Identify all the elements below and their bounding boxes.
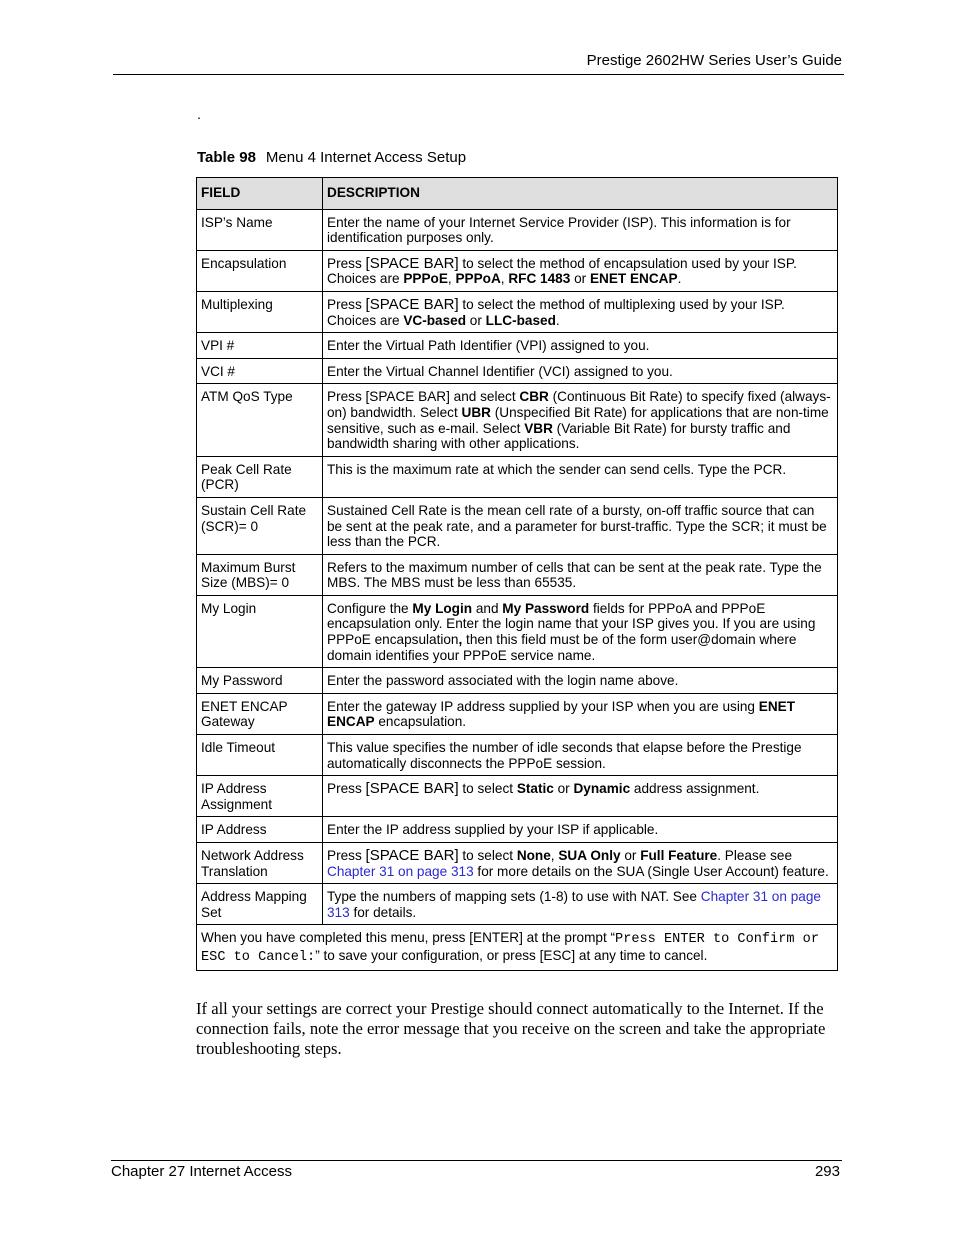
field-description: [323, 776, 838, 817]
desc-bold: RFC 1483: [508, 271, 571, 287]
desc-bold: PPPoA: [455, 271, 501, 287]
field-description: [323, 291, 838, 332]
desc-text: ,: [447, 271, 456, 287]
header-title: Prestige 2602HW Series User’s Guide: [586, 52, 842, 69]
prompt-text: Press ENTER to Confirm or ESC to Cancel:: [201, 932, 819, 965]
desc-bold: ENET ENCAP: [589, 271, 678, 287]
table-caption: [197, 149, 466, 166]
table-row: [197, 358, 838, 384]
field-description: [323, 668, 838, 694]
field-name: My Login: [197, 595, 323, 667]
table-footer-row: [197, 925, 838, 970]
table-row: [197, 693, 838, 734]
field-name: VCI #: [197, 358, 323, 384]
desc-text: Enter the name of your Internet Service Provider (ISP). This information is for identification purposes only.: [327, 214, 791, 246]
table-footer-note: [197, 925, 838, 970]
table-caption-label: Table 98: [197, 149, 256, 166]
footer-page-number: 293: [814, 1163, 840, 1180]
desc-text: Sustained Cell Rate is the mean cell rate of a bursty, on-off traffic source that can be sent at the peak rate, and a parameter for burst-traffic. Type the SCR; it must be less than the PCR.: [327, 502, 827, 550]
key-text: [SPACE BAR]: [365, 295, 459, 313]
field-name: Address Mapping Set: [197, 884, 323, 925]
desc-text: or: [570, 271, 590, 287]
chapter-link[interactable]: Chapter 31 on page 313: [327, 889, 821, 920]
desc-bold: My Password: [502, 600, 590, 616]
desc-text: (Unspecified Bit Rate) for applications that are non-time sensitive, such as e-mail. Select: [327, 404, 829, 436]
field-description: [323, 384, 838, 456]
desc-text: Enter the gateway IP address supplied by your ISP when you are using: [327, 698, 759, 714]
desc-bold: PPPoE: [403, 271, 448, 287]
field-name: Sustain Cell Rate (SCR)= 0: [197, 497, 323, 554]
stray-mark: .: [197, 106, 201, 122]
field-name: Maximum Burst Size (MBS)= 0: [197, 554, 323, 595]
desc-text: . Please see: [717, 848, 793, 863]
desc-bold: My Login: [412, 600, 473, 616]
settings-table: [196, 177, 838, 971]
field-description: [323, 817, 838, 843]
desc-text: encapsulation.: [374, 714, 467, 730]
field-description: [323, 250, 838, 291]
desc-text: to select the method of multiplexing used by your ISP. Choices are: [327, 296, 785, 328]
field-description: [323, 497, 838, 554]
desc-text: Refers to the maximum number of cells that can be sent at the peak rate. Type the MBS. The MBS must be less than 65535.: [327, 559, 822, 591]
desc-text: or: [466, 312, 486, 328]
desc-bold: None: [516, 848, 551, 863]
desc-text: or: [620, 848, 641, 863]
field-name: My Password: [197, 668, 323, 694]
desc-text: (Continuous Bit Rate) to specify fixed (always-on) bandwidth. Select: [327, 389, 831, 420]
desc-text: Enter the Virtual Path Identifier (VPI) assigned to you.: [327, 338, 650, 354]
field-name: IP Address: [197, 817, 323, 843]
field-name: Network Address Translation: [197, 843, 323, 884]
page-header: [113, 50, 844, 75]
desc-text: to select the method of encapsulation used by your ISP. Choices are: [327, 255, 797, 287]
table-row: [197, 843, 838, 884]
desc-text: Enter the password associated with the login name above.: [327, 673, 679, 689]
note-text: When you have completed this menu, press [ENTER] at the prompt “: [201, 930, 616, 946]
desc-text: ,: [550, 848, 559, 863]
desc-text: ,: [500, 271, 509, 287]
desc-text: .: [677, 271, 682, 287]
desc-text: for details.: [349, 904, 417, 920]
table-row: [197, 384, 838, 456]
desc-bold: Full Feature: [640, 848, 718, 863]
desc-text: fields for PPPoA and PPPoE encapsulation only. Enter the login name that your ISP gives you. If you are using PPPoE encapsulation: [327, 600, 816, 648]
table-row: [197, 884, 838, 925]
field-description: [323, 843, 838, 884]
desc-bold: ENET ENCAP: [327, 698, 796, 730]
key-text: [SPACE BAR]: [365, 254, 459, 272]
field-description: [323, 333, 838, 359]
desc-text: then this field must be of the form user@domain where domain identifies your PPPoE service name.: [327, 632, 797, 663]
table-row: [197, 735, 838, 776]
table-row: [197, 554, 838, 595]
field-description: [323, 693, 838, 734]
desc-text: Type the numbers of mapping sets (1-8) to use with NAT. See: [327, 889, 701, 905]
desc-bold: VC-based: [403, 312, 467, 328]
table-row: [197, 595, 838, 667]
desc-text: .: [555, 312, 560, 328]
desc-bold: CBR: [519, 389, 549, 405]
field-description: [323, 554, 838, 595]
desc-bold: VBR: [524, 420, 553, 436]
desc-text: address assignment.: [630, 781, 760, 797]
desc-text: Press: [327, 296, 366, 312]
field-description: [323, 456, 838, 497]
table-row: [197, 209, 838, 250]
desc-text: This is the maximum rate at which the sender can send cells. Type the PCR.: [327, 461, 787, 477]
table-row: [197, 668, 838, 694]
field-name: ENET ENCAP Gateway: [197, 693, 323, 734]
table-caption-title: Menu 4 Internet Access Setup: [265, 149, 467, 166]
desc-text: Enter the Virtual Channel Identifier (VCI) assigned to you.: [327, 363, 673, 379]
desc-bold: UBR: [461, 404, 491, 420]
desc-bold: Dynamic: [573, 781, 631, 797]
footer-chapter: Chapter 27 Internet Access: [111, 1163, 292, 1180]
note-text: ” to save your configuration, or press [ESC] at any time to cancel.: [315, 947, 708, 963]
field-name: Encapsulation: [197, 250, 323, 291]
desc-text: to select: [458, 848, 517, 863]
field-description: [323, 735, 838, 776]
field-name: VPI #: [197, 333, 323, 359]
table-row: [197, 776, 838, 817]
table-row: [197, 497, 838, 554]
body-paragraph: If all your settings are correct your Prestige should connect automatically to the Internet. If the connection fails, note the error message that you receive on the screen and take the appropriate troubleshooting steps.: [196, 999, 826, 1058]
table-row: [197, 291, 838, 332]
desc-bold: LLC-based: [485, 312, 556, 328]
column-header-field: FIELD: [197, 178, 323, 210]
table-row: [197, 456, 838, 497]
field-description: [323, 358, 838, 384]
desc-bold: SUA Only: [558, 848, 621, 863]
field-name: Peak Cell Rate (PCR): [197, 456, 323, 497]
desc-text: for more details on the SUA (Single User Account) feature.: [473, 863, 829, 879]
field-description: [323, 209, 838, 250]
chapter-link[interactable]: Chapter 31 on page 313: [327, 863, 474, 879]
desc-bold: ,: [458, 632, 463, 648]
table-row: [197, 817, 838, 843]
page-footer: [111, 1160, 842, 1180]
column-header-description: DESCRIPTION: [323, 178, 838, 210]
desc-text: Press: [327, 848, 366, 863]
table-header-row: [197, 178, 838, 210]
desc-text: This value specifies the number of idle seconds that elapse before the Prestige automatically disconnects the PPPoE session.: [327, 740, 802, 771]
desc-text: (Variable Bit Rate) for bursty traffic and bandwidth sharing with other applications.: [327, 420, 791, 452]
desc-bold: Static: [516, 781, 554, 797]
field-description: [323, 884, 838, 925]
key-text: [SPACE BAR]: [365, 847, 459, 864]
field-description: [323, 595, 838, 667]
field-name: IP Address Assignment: [197, 776, 323, 817]
field-name: ATM QoS Type: [197, 384, 323, 456]
desc-text: Configure the: [327, 600, 413, 616]
table-row: [197, 333, 838, 359]
desc-text: Press: [327, 255, 366, 271]
desc-text: to select: [458, 781, 517, 797]
desc-text: Enter the IP address supplied by your ISP if applicable.: [327, 822, 659, 838]
key-text: [SPACE BAR]: [365, 780, 459, 798]
desc-text: Press [SPACE BAR] and select: [327, 389, 520, 405]
desc-text: Press: [327, 781, 366, 797]
desc-text: or: [553, 781, 574, 797]
table-row: [197, 250, 838, 291]
field-name: Multiplexing: [197, 291, 323, 332]
desc-text: and: [472, 600, 503, 616]
field-name: Idle Timeout: [197, 735, 323, 776]
field-name: ISP’s Name: [197, 209, 323, 250]
